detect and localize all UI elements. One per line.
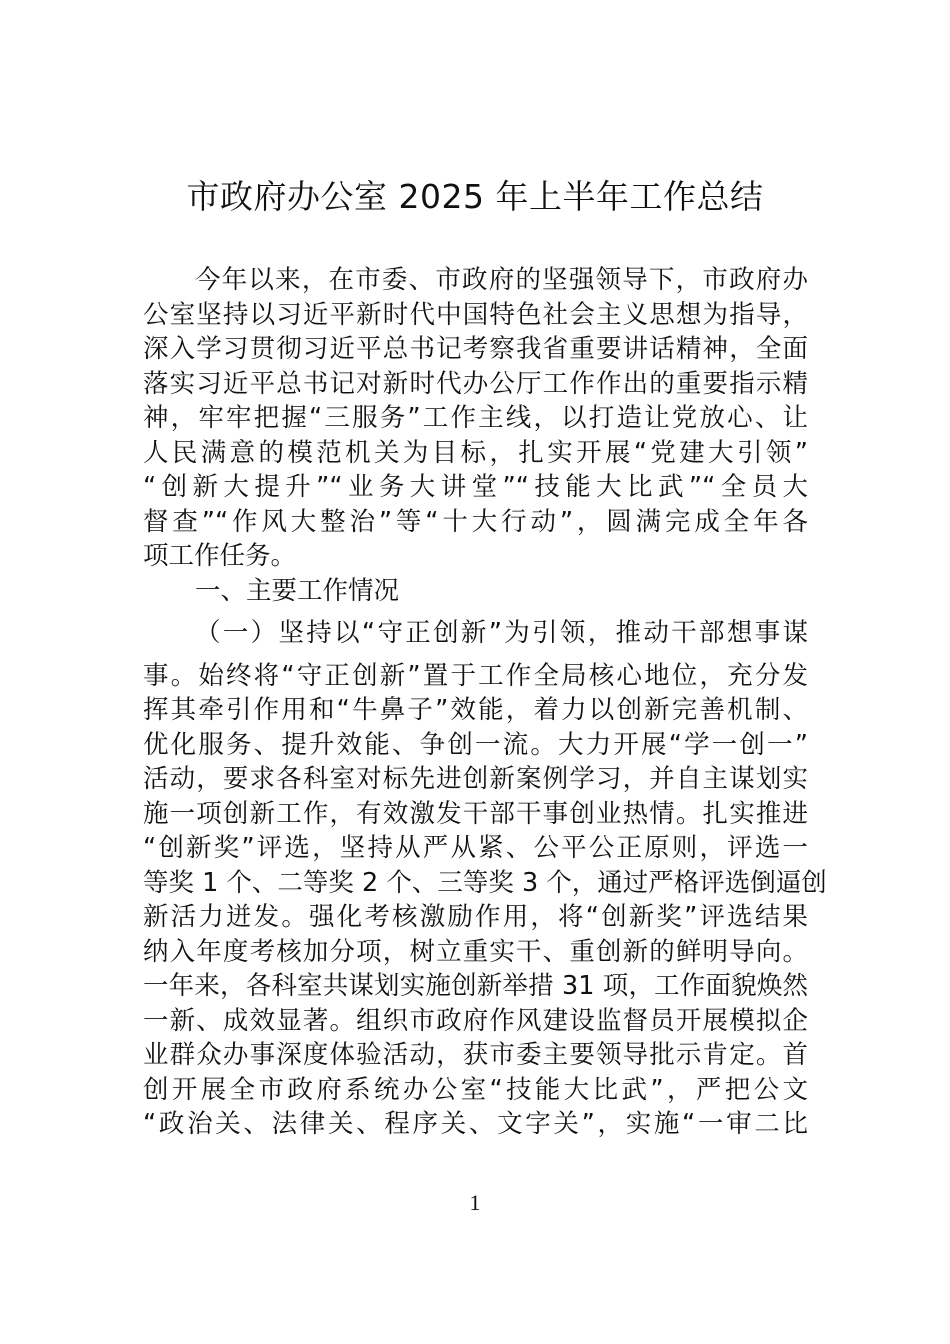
body-text-line: 业群众办事深度体验活动，获市委主要领导批示肯定。首 <box>143 1040 808 1070</box>
body-text-line: 一新、成效显著。组织市政府作风建设监督员开展模拟企 <box>143 1005 808 1036</box>
body-text-line: 等奖 1 个、二等奖 2 个、三等奖 3 个，通过严格评选倒逼创 <box>143 867 827 898</box>
body-text-line: 挥其牵引作用和“牛鼻子”效能，着力以创新完善机制、 <box>143 695 808 725</box>
body-text-line: 创开展全市政府系统办公室“技能大比武”，严把公文 <box>143 1074 808 1105</box>
body-text-line: 今年以来，在市委、市政府的坚强领导下，市政府办 <box>195 265 808 295</box>
body-text-line: 神，牢牢把握“三服务”工作主线，以打造让党放心、让 <box>143 403 808 433</box>
paragraph-gap <box>143 651 808 659</box>
document-body <box>143 263 827 1142</box>
body-text-line: 人民满意的模范机关为目标，扎实开展“党建大引领” <box>143 437 808 468</box>
body-text-line: 新活力迸发。强化考核激励作用，将“创新奖”评选结果 <box>143 902 808 932</box>
body-text-line: 纳入年度考核加分项，树立重实干、重创新的鲜明导向。 <box>143 936 808 967</box>
body-text-line: 督查”“作风大整治”等“十大行动”，圆满完成全年各 <box>143 506 808 537</box>
body-text-line: 公室坚持以习近平新时代中国特色社会主义思想为指导， <box>143 299 808 330</box>
body-text-line: 一年来，各科室共谋划实施创新举措 31 项，工作面貌焕然 <box>143 971 808 1001</box>
document-title: 市政府办公室 2025 年上半年工作总结 <box>186 177 764 216</box>
body-text-line: 项工作任务。 <box>143 541 297 571</box>
body-text-line: 优化服务、提升效能、争创一流。大力开展“学一创一” <box>143 729 808 760</box>
body-text-line: “创新奖”评选，坚持从严从紧、公平公正原则，评选一 <box>143 833 808 863</box>
page-number: 1 <box>469 1190 481 1215</box>
body-text-line: 活动，要求各科室对标先进创新案例学习，并自主谋划实 <box>143 764 808 794</box>
body-text-line: 事。始终将“守正创新”置于工作全局核心地位，充分发 <box>143 660 808 691</box>
body-text-line: 深入学习贯彻习近平总书记考察我省重要讲话精神，全面 <box>143 334 808 364</box>
body-text-line: “创新大提升”“业务大讲堂”“技能大比武”“全员大 <box>143 472 808 502</box>
subsection-heading: （一）坚持以“守正创新”为引领，推动干部想事谋 <box>195 618 808 648</box>
body-text-line: 施一项创新工作，有效激发干部干事创业热情。扎实推进 <box>143 798 808 829</box>
paragraph-gap <box>143 608 808 616</box>
section-heading: 一、主要工作情况 <box>195 575 400 606</box>
body-text-line: “政治关、法律关、程序关、文字关”，实施“一审二比 <box>143 1109 808 1139</box>
body-text-line: 落实习近平总书记对新时代办公厅工作作出的重要指示精 <box>143 368 808 399</box>
